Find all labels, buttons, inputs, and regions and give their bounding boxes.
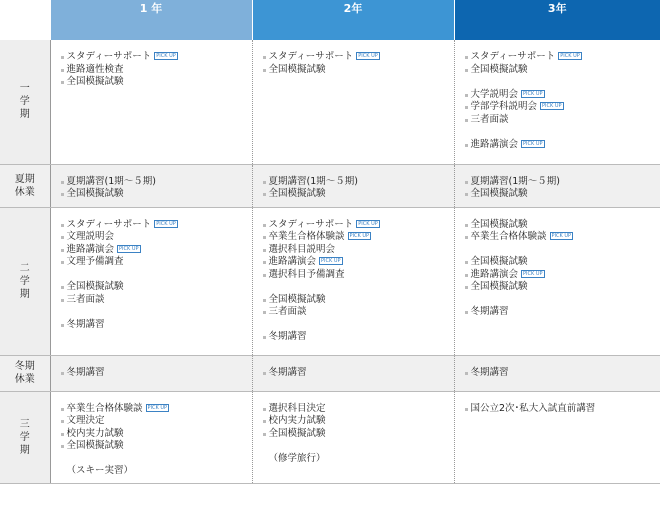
event-text: 全国模擬試験 [470, 218, 528, 230]
event-text: 文理決定 [66, 415, 105, 426]
schedule-cell-year-2 [252, 164, 454, 207]
event-text: 冬期講習 [470, 366, 509, 378]
pickup-badge[interactable]: PICK UP [156, 53, 176, 59]
event-text: スタディーサポート [268, 51, 354, 62]
event-item [67, 76, 246, 89]
schedule-cell-year-1 [50, 391, 252, 483]
event-item [269, 256, 448, 269]
event-item [67, 188, 246, 201]
event-text: 進路講演会 [470, 268, 519, 280]
event-item [67, 367, 246, 380]
period-label [0, 391, 50, 483]
event-text: 全国模擬試験 [470, 281, 528, 292]
event-item [471, 231, 655, 244]
pickup-badge[interactable]: PICK UP [542, 103, 562, 109]
event-text: 冬期講習 [66, 318, 105, 330]
period-label-text: 三 学 期 [19, 418, 30, 456]
event-item [269, 64, 448, 77]
schedule-row-summer-break [0, 164, 660, 207]
event-text: 全国模擬試験 [66, 76, 124, 87]
pickup-badge[interactable]: PICK UP [358, 220, 378, 227]
schedule-row-term-2 [0, 207, 660, 355]
event-item [269, 231, 448, 244]
spacer [471, 76, 655, 89]
schedule-cell-year-3 [454, 207, 660, 355]
pickup-badge[interactable]: PICK UP [551, 233, 572, 239]
event-item [67, 51, 246, 64]
event-item [269, 294, 448, 307]
event-text: 全国模擬試験 [66, 440, 124, 451]
event-item [471, 219, 655, 232]
schedule-cell-year-1 [50, 355, 252, 391]
event-item [471, 188, 655, 201]
schedule-cell-year-3 [454, 164, 660, 207]
event-item [471, 89, 655, 102]
pickup-badge[interactable]: PICK UP [523, 140, 543, 147]
event-text: 進路講演会 [268, 256, 317, 267]
event-item [471, 139, 655, 152]
event-item [471, 64, 655, 77]
pickup-badge[interactable]: PICK UP [523, 270, 543, 277]
spacer [471, 294, 655, 307]
spacer [471, 244, 655, 257]
schedule-cell-year-1 [50, 164, 252, 207]
event-item [471, 256, 655, 269]
period-label [0, 207, 50, 355]
event-item [67, 465, 246, 478]
year-header-2: 2年 [252, 0, 454, 40]
event-text: 全国模擬試験 [268, 188, 326, 199]
schedule-body [0, 40, 660, 483]
schedule-cell-year-1 [50, 207, 252, 355]
event-item [471, 281, 655, 294]
event-item [67, 428, 246, 441]
event-text: 夏期講習(1期～５期) [268, 175, 358, 187]
event-item [471, 269, 655, 282]
spacer [269, 319, 448, 332]
event-text: 冬期講習 [470, 306, 509, 317]
schedule-row-winter-break [0, 355, 660, 391]
event-text: スタディーサポート [268, 218, 354, 230]
year-header-1: 1 年 [50, 0, 252, 40]
event-text: 校内実力試験 [66, 427, 124, 439]
event-item [67, 319, 246, 332]
event-item [269, 367, 448, 380]
period-label [0, 40, 50, 164]
event-item [471, 367, 655, 380]
schedule-cell-year-2 [252, 391, 454, 483]
event-text: 冬期講習 [66, 366, 105, 378]
event-text: （スキー実習） [66, 465, 134, 476]
spacer [67, 453, 246, 466]
event-text: 全国模擬試験 [268, 427, 326, 439]
event-text: 三者面談 [470, 113, 509, 125]
event-text: 選択科目予備調査 [268, 268, 345, 280]
pickup-badge[interactable]: PICK UP [523, 90, 543, 97]
year-header-3: 3年 [454, 0, 660, 40]
event-item [269, 176, 448, 189]
period-label-text: 一 学 期 [19, 83, 30, 121]
event-text: 文理予備調査 [66, 256, 124, 267]
schedule-cell-year-2 [252, 40, 454, 164]
schedule-row-term-3 [0, 391, 660, 483]
event-item [269, 415, 448, 428]
event-text: スタディーサポート [66, 218, 152, 230]
event-item [67, 415, 246, 428]
event-text: 卒業生合格体験談 [268, 231, 345, 242]
event-text: 全国模擬試験 [470, 256, 528, 267]
event-item [471, 114, 655, 127]
event-text: スタディーサポート [470, 51, 556, 62]
spacer [471, 126, 655, 139]
event-text: 夏期講習(1期～５期) [470, 175, 560, 187]
schedule-cell-year-3 [454, 40, 660, 164]
pickup-badge[interactable]: PICK UP [560, 53, 580, 59]
event-text: 全国模擬試験 [470, 63, 528, 75]
pickup-badge[interactable]: PICK UP [119, 245, 139, 252]
event-item [67, 403, 246, 416]
spacer [269, 440, 448, 453]
header-corner [0, 0, 50, 40]
event-text: 進路講演会 [66, 243, 115, 255]
schedule-cell-year-3 [454, 391, 660, 483]
event-item [67, 219, 246, 232]
event-text: 文理説明会 [66, 231, 115, 242]
schedule-cell-year-1 [50, 40, 252, 164]
event-text: 全国模擬試験 [470, 188, 528, 199]
event-item [67, 244, 246, 257]
event-text: 選択科目説明会 [268, 243, 336, 255]
event-item [269, 453, 448, 466]
spacer [269, 281, 448, 294]
event-text: 進路講演会 [470, 138, 519, 150]
period-label-text: 冬期 休業 [14, 361, 35, 385]
event-item [269, 331, 448, 344]
event-item [269, 51, 448, 64]
event-item [67, 440, 246, 453]
period-label [0, 164, 50, 207]
pickup-badge[interactable]: PICK UP [156, 220, 176, 227]
event-text: 選択科目決定 [268, 402, 326, 414]
pickup-badge[interactable]: PICK UP [321, 258, 341, 264]
event-text: 卒業生合格体験談 [470, 231, 547, 242]
event-item [67, 231, 246, 244]
event-item [67, 294, 246, 307]
event-item [471, 306, 655, 319]
schedule-cell-year-2 [252, 355, 454, 391]
event-item [269, 269, 448, 282]
event-item [269, 188, 448, 201]
period-label-text: 二 学 期 [19, 262, 30, 300]
period-label [0, 355, 50, 391]
event-item [67, 256, 246, 269]
event-text: 全国模擬試験 [268, 293, 326, 305]
event-item [471, 176, 655, 189]
schedule-cell-year-2 [252, 207, 454, 355]
event-item [269, 306, 448, 319]
schedule-cell-year-3 [454, 355, 660, 391]
event-text: （修学旅行） [268, 452, 326, 464]
event-item [67, 176, 246, 189]
event-item [269, 403, 448, 416]
schedule-row-term-1 [0, 40, 660, 164]
event-text: 三者面談 [268, 306, 307, 317]
event-text: 冬期講習 [268, 331, 307, 342]
event-item [471, 51, 655, 64]
event-text: 大学説明会 [470, 88, 519, 100]
spacer [67, 269, 246, 282]
pickup-badge[interactable]: PICK UP [349, 233, 370, 239]
event-text: 全国模擬試験 [66, 188, 124, 199]
event-text: 三者面談 [66, 293, 105, 305]
event-text: 全国模擬試験 [268, 63, 326, 75]
event-item [67, 64, 246, 77]
event-text: 冬期講習 [268, 366, 307, 378]
event-text: スタディーサポート [66, 51, 152, 62]
event-item [269, 219, 448, 232]
event-text: 全国模擬試験 [66, 281, 124, 292]
event-text: 夏期講習(1期～５期) [66, 175, 156, 187]
event-text: 学部学科説明会 [470, 101, 538, 112]
event-item [269, 244, 448, 257]
period-label-text: 夏期 休業 [14, 173, 35, 198]
event-item [67, 281, 246, 294]
spacer [67, 306, 246, 319]
event-text: 卒業生合格体験談 [66, 402, 143, 414]
pickup-badge[interactable]: PICK UP [358, 53, 378, 59]
year-header-row [0, 0, 660, 40]
event-text: 校内実力試験 [268, 415, 326, 426]
event-item [471, 403, 655, 416]
event-item [471, 101, 655, 114]
event-item [269, 428, 448, 441]
event-text: 国公立2次･私大入試直前講習 [470, 402, 596, 414]
pickup-badge[interactable]: PICK UP [147, 404, 168, 411]
event-text: 進路適性検査 [66, 63, 124, 75]
